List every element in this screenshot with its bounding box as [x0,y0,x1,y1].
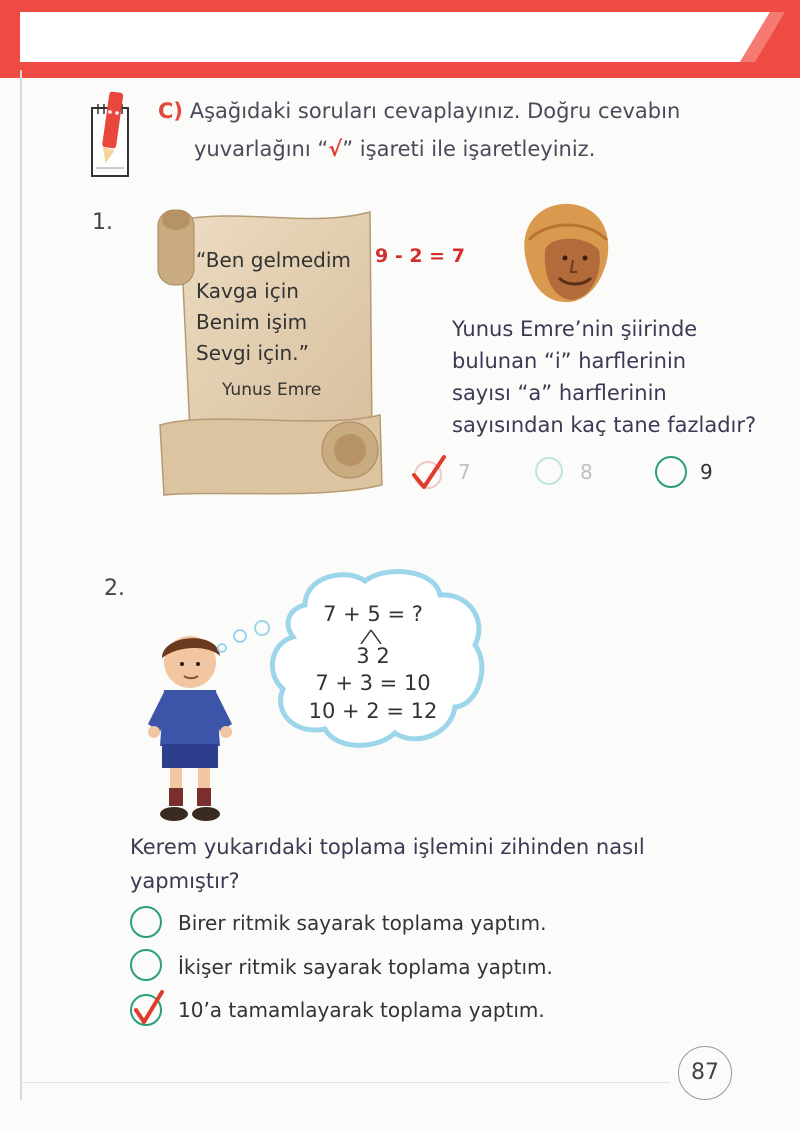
q1-option-8-circle[interactable] [535,457,563,485]
question-1-number: 1. [92,210,113,235]
footer-rule [20,1082,670,1083]
portrait-illustration [515,200,615,305]
handwritten-equation: 9 - 2 = 7 [375,245,465,267]
thought-line-1: 7 + 5 = ? [323,602,423,626]
poem-author: Yunus Emre [222,380,322,400]
question-1-line-1: Yunus Emre’nin şiirinde [452,317,698,341]
question-1-line-4: sayısından kaç tane fazladır? [452,413,757,437]
q2-answer-3-label: 10’a tamamlayarak toplama yaptım. [178,998,545,1022]
q2-answer-2-label: İkişer ritmik sayarak toplama yaptım. [178,955,553,979]
question-1-line-2: bulunan “i” harflerinin [452,349,687,373]
section-letter: C) [158,99,184,123]
thought-line-4: 10 + 2 = 12 [308,699,438,723]
q1-option-8-label: 8 [580,460,593,484]
question-1-text [452,313,782,441]
question-2-number: 2. [104,576,125,601]
poem-line-4: Sevgi için.” [196,341,309,365]
page-header-bar [0,0,800,78]
q1-option-7-label: 7 [458,460,471,484]
q2-answer-1-circle[interactable] [130,906,162,938]
q1-option-7[interactable] [408,455,448,495]
q2-answer-2-circle[interactable] [130,949,162,981]
q1-option-9-label: 9 [700,460,713,484]
instruction-text [158,92,748,168]
notepad-pencil-icon [88,88,134,180]
red-checkmark-icon [408,455,448,491]
poem-line-2: Kavga için [196,279,299,303]
instruction-line2a: yuvarlağını “ [194,137,329,161]
poem-text [196,245,351,369]
thought-line-3: 7 + 3 = 10 [315,671,431,695]
red-checkmark-icon [128,988,168,1028]
poem-line-1: “Ben gelmedim [196,248,351,272]
poem-line-3: Benim işim [196,310,308,334]
q2-answer-3-option[interactable] [128,988,168,1032]
question-1-line-3: sayısı “a” harflerinin [452,381,667,405]
margin-rule [20,70,22,1100]
question-2-line-1: Kerem yukarıdaki toplama işlemini zihinden nasıl [130,835,645,859]
thought-dots [212,618,272,658]
question-2-text [130,830,690,898]
instruction-line1: Aşağıdaki soruları cevaplayınız. Doğru cevabın [189,99,681,123]
question-2-line-2: yapmıştır? [130,869,240,893]
page-number: 87 [678,1046,732,1100]
thought-line-2: 3 2 [356,644,390,668]
instruction-line2b: ” işareti ile işaretleyiniz. [342,137,596,161]
instruction-check-mark: √ [328,137,343,161]
q2-answer-1-label: Birer ritmik sayarak toplama yaptım. [178,911,547,935]
q1-option-9-circle[interactable] [655,456,687,488]
